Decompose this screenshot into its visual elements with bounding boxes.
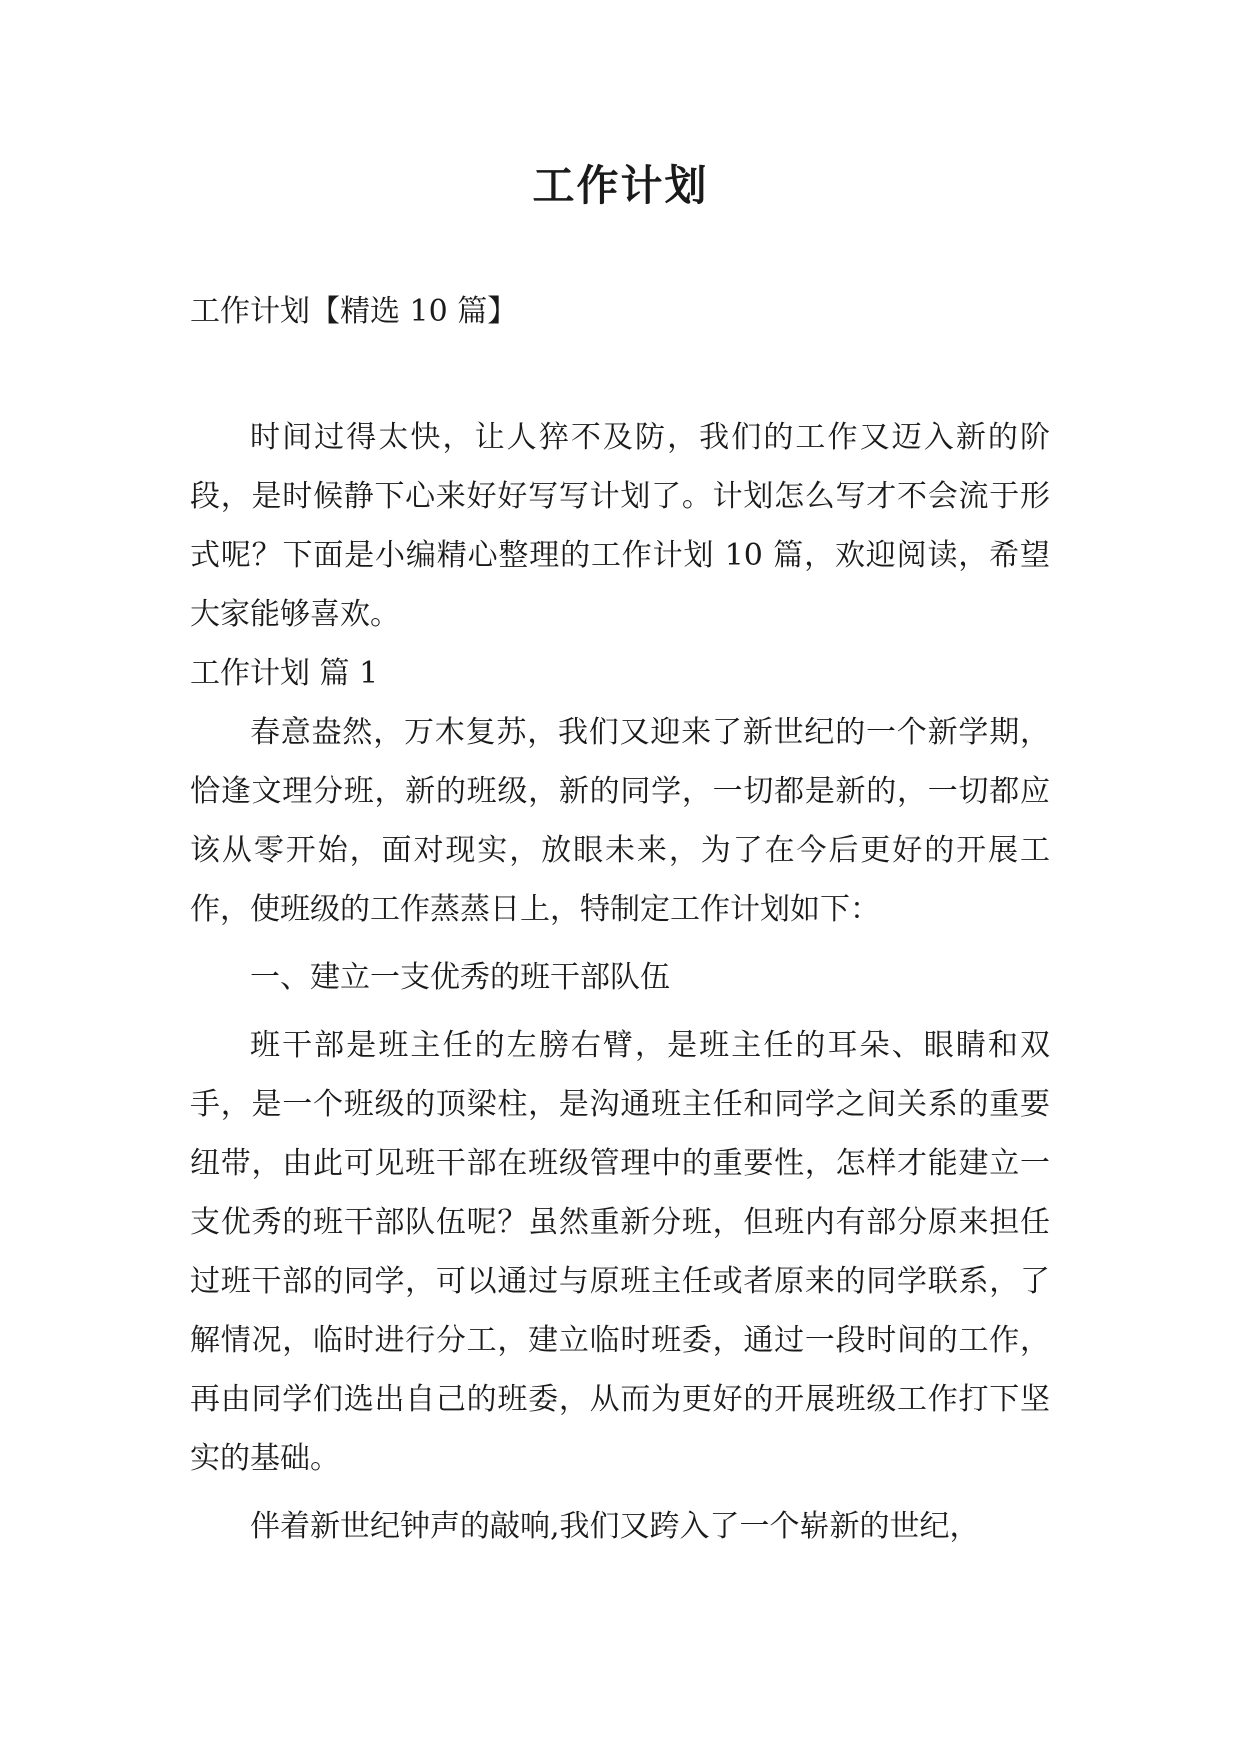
intro-paragraph: 时间过得太快，让人猝不及防，我们的工作又迈入新的阶段，是时候静下心来好好写写计划了。计划怎么写才不会流于形式呢？下面是小编精心整理的工作计划 10 篇，欢迎阅读，希望大家能够喜欢。 — [190, 420, 1050, 632]
document-subtitle: 工作计划【精选 10 篇】 — [190, 294, 518, 329]
section-heading-part1: 工作计划 篇 1 — [190, 656, 379, 691]
document-title: 工作计划 — [532, 161, 709, 210]
body-paragraph: 伴着新世纪钟声的敲响,我们又跨入了一个崭新的世纪， — [250, 1509, 980, 1544]
document-body — [190, 408, 1050, 1556]
section-subheading: 一、建立一支优秀的班干部队伍 — [250, 960, 670, 995]
body-paragraph: 春意盎然，万木复苏，我们又迎来了新世纪的一个新学期，恰逢文理分班，新的班级，新的同学，一切都是新的，一切都应该从零开始，面对现实，放眼未来，为了在今后更好的开展工作，使班级的工作蒸蒸日上，特制定工作计划如下： — [190, 715, 1050, 927]
body-paragraph: 班干部是班主任的左膀右臂，是班主任的耳朵、眼睛和双手，是一个班级的顶梁柱，是沟通班主任和同学之间关系的重要纽带，由此可见班干部在班级管理中的重要性，怎样才能建立一支优秀的班干部队伍呢？虽然重新分班，但班内有部分原来担任过班干部的同学，可以通过与原班主任或者原来的同学联系，了解情况，临时进行分工，建立临时班委，通过一段时间的工作，再由同学们选出自己的班委，从而为更好的开展班级工作打下坚实的基础。 — [190, 1028, 1050, 1476]
